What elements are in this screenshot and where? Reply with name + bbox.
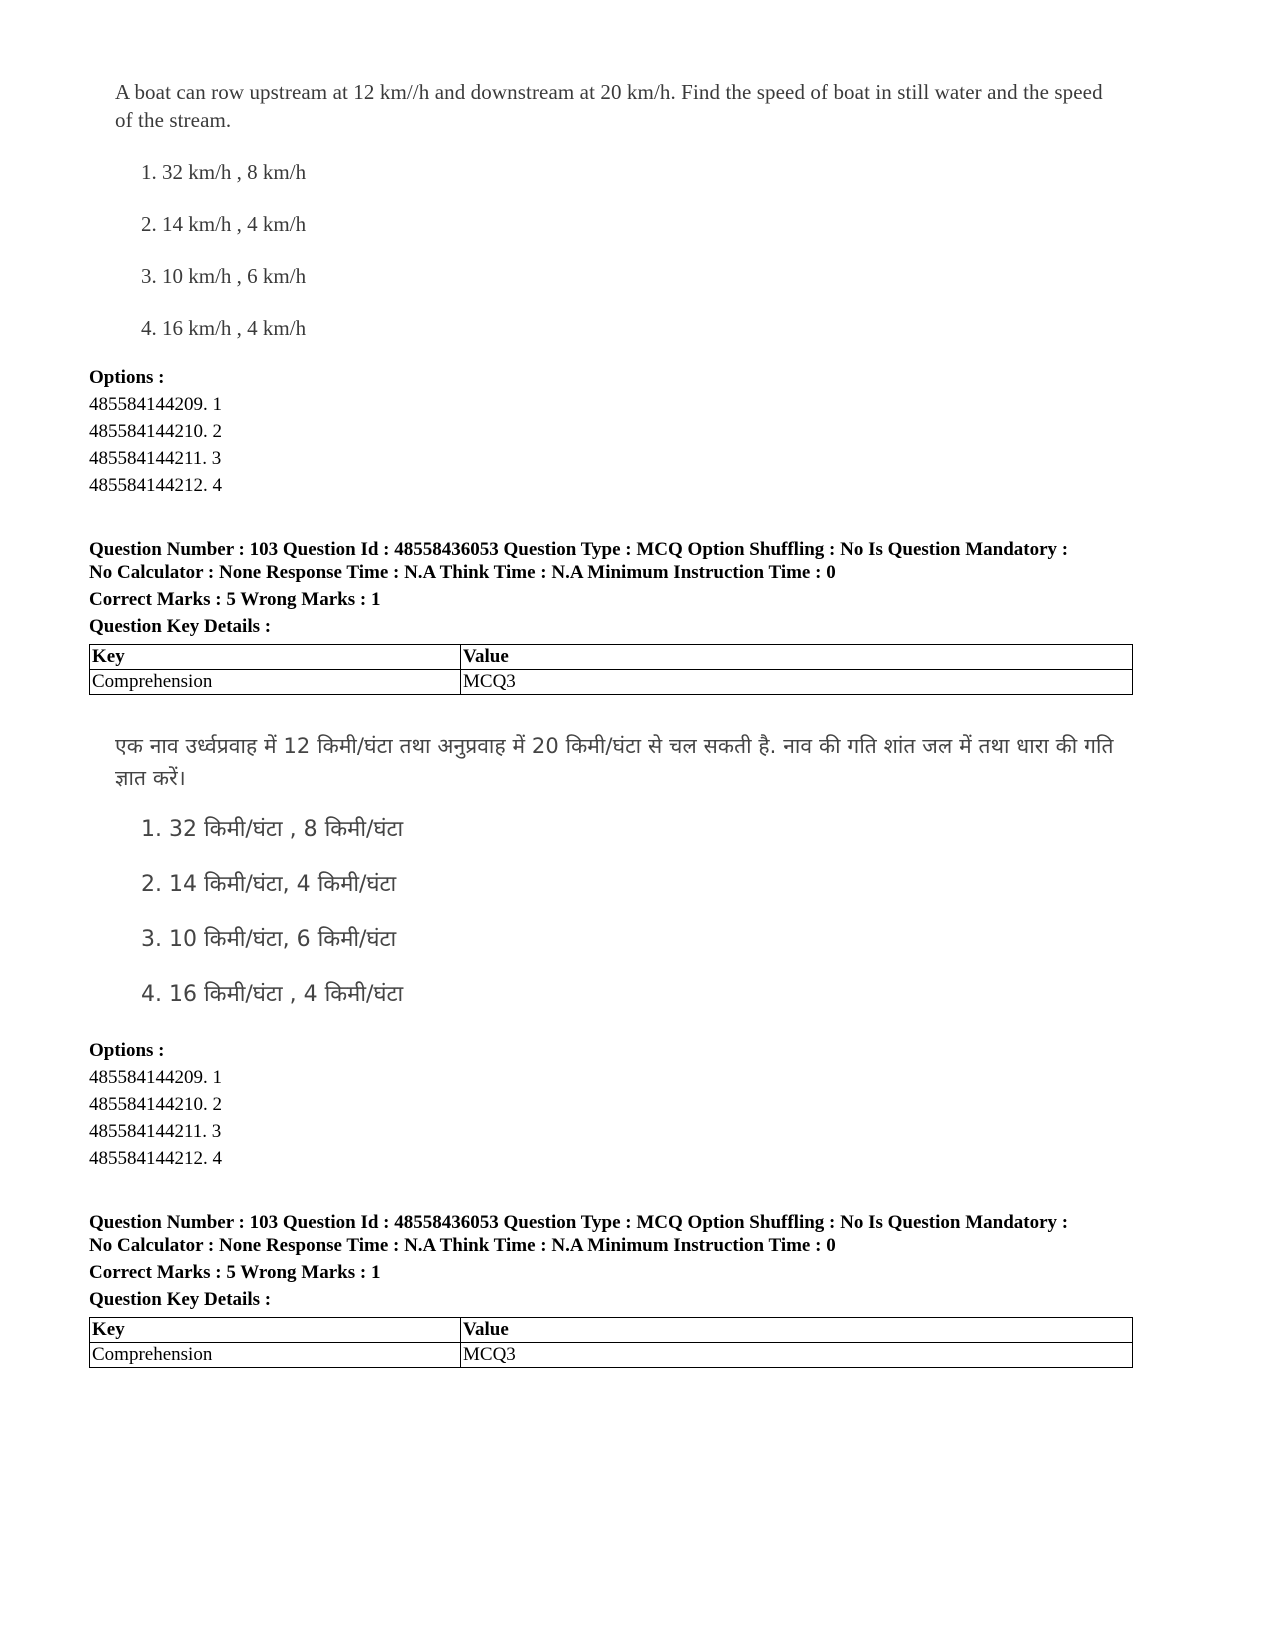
option-id-line: 485584144210. 2 [89,1094,222,1115]
question-option: 2. 14 km/h , 4 km/h [141,212,307,236]
table-header-row [90,1318,1133,1343]
question-stem: एक नाव उर्ध्वप्रवाह में 12 किमी/घंटा तथा अनुप्रवाह में 20 किमी/घंटा से चल सकती है. नाव की गति शांत जल में तथा धारा की गति ज्ञात करें। [115,734,1114,790]
table-cell: Comprehension [90,1343,461,1368]
question-meta-line: No Calculator : None Response Time : N.A Think Time : N.A Minimum Instruction Time : 0 [89,562,836,583]
table-cell: MCQ3 [461,1343,1133,1368]
table-row [90,1343,1133,1368]
question-meta-section [89,1211,1139,1368]
question-option: 1. 32 किमी/घंटा , 8 किमी/घंटा [141,817,404,842]
question-meta-line: Question Number : 103 Question Id : 48558436053 Question Type : MCQ Option Shuffling : No Is Question Mandatory : [89,1212,1069,1233]
question-option: 2. 14 किमी/घंटा, 4 किमी/घंटा [141,872,397,897]
table-row [90,670,1133,695]
question-meta-line: No Calculator : None Response Time : N.A Think Time : N.A Minimum Instruction Time : 0 [89,1235,836,1256]
key-details-heading: Question Key Details : [89,616,272,637]
table-header-row [90,645,1133,670]
options-heading: Options : [89,367,165,388]
key-details-table [89,1317,1133,1368]
marks-line: Correct Marks : 5 Wrong Marks : 1 [89,589,381,610]
table-header-cell: Key [90,645,461,670]
table-cell: MCQ3 [461,670,1133,695]
question-meta-line: Question Number : 103 Question Id : 48558436053 Question Type : MCQ Option Shuffling : No Is Question Mandatory : [89,539,1069,560]
question-option: 4. 16 किमी/घंटा , 4 किमी/घंटा [141,982,404,1007]
question-stem: A boat can row upstream at 12 km//h and downstream at 20 km/h. Find the speed of boat in still water and the speed of the stream. [115,80,1103,132]
question-meta-section [89,538,1139,695]
question-image-english [113,78,1123,366]
option-id-line: 485584144211. 3 [89,1121,222,1142]
option-id-line: 485584144209. 1 [89,1067,222,1088]
table-cell: Comprehension [90,670,461,695]
question-option: 4. 16 km/h , 4 km/h [141,316,307,340]
options-section [89,1037,1139,1172]
table-header-cell: Key [90,1318,461,1343]
options-section [89,364,1139,499]
table-header-cell: Value [461,645,1133,670]
question-option: 1. 32 km/h , 8 km/h [141,160,307,184]
option-id-line: 485584144210. 2 [89,421,222,442]
question-option: 3. 10 किमी/घंटा, 6 किमी/घंटा [141,927,397,952]
key-details-table [89,644,1133,695]
question-option: 3. 10 km/h , 6 km/h [141,264,307,288]
marks-line: Correct Marks : 5 Wrong Marks : 1 [89,1262,381,1283]
option-id-line: 485584144211. 3 [89,448,222,469]
option-id-line: 485584144212. 4 [89,475,222,496]
question-image-hindi [113,730,1123,1036]
option-id-line: 485584144212. 4 [89,1148,222,1169]
option-id-line: 485584144209. 1 [89,394,222,415]
options-heading: Options : [89,1040,165,1061]
key-details-heading: Question Key Details : [89,1289,272,1310]
table-header-cell: Value [461,1318,1133,1343]
